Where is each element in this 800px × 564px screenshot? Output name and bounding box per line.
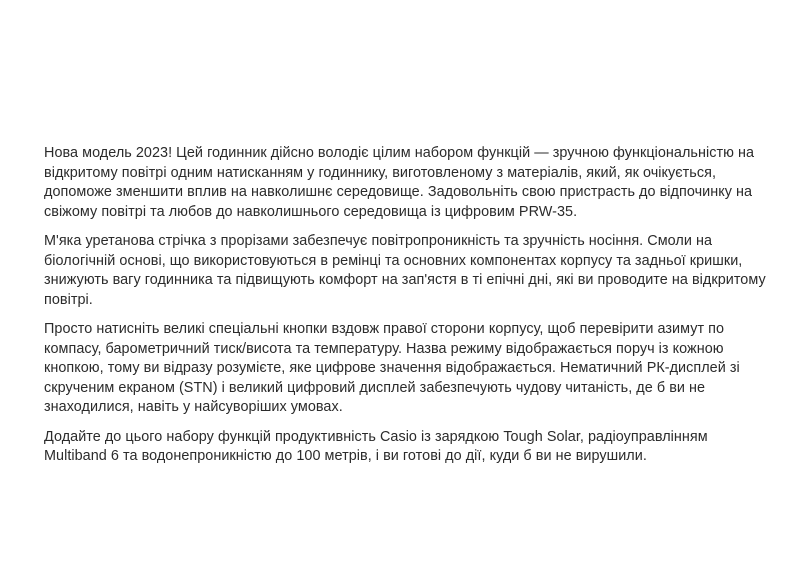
description-paragraph-3: Просто натисніть великі спеціальні кнопки вздовж правої сторони корпусу, щоб перевірити азимут по компасу, барометричний тиск/висота та температуру. Назва режиму відображається поруч із кожною кнопкою, тому ви відразу розумієте, яке цифрове значення відображається. Нематичний РК-дисплей зі скрученим екраном (STN) і великий цифровий дисплей забезпечують чудову читаність, де б ви не знаходилися, навіть у найсуворіших умовах. xyxy=(44,321,740,415)
product-description xyxy=(44,144,768,477)
description-paragraph-1: Нова модель 2023! Цей годинник дійсно володіє цілим набором функцій — зручною функціональністю на відкритому повітрі одним натисканням у годиннику, виготовленому з матеріалів, який, як очікується, допоможе зменшити вплив на навколишнє середовище. Задовольніть свою пристрасть до відпочинку на свіжому повітрі та любов до навколишнього середовища із цифровим PRW-35. xyxy=(44,145,755,220)
description-paragraph-2: М'яка уретанова стрічка з прорізами забезпечує повітропроникність та зручність носіння. Смоли на біологічній основі, що використовуються в ремінці та основних компонентах корпусу та задньої кришки, знижують вагу годинника та підвищують комфорт на зап'ястя в ті епічні дні, які ви проводите на відкритому повітрі. xyxy=(44,233,766,308)
description-paragraph-4: Додайте до цього набору функцій продуктивність Casio із зарядкою Tough Solar, радіоуправлінням Multiband 6 та водонепроникністю до 100 метрів, і ви готові до дії, куди б ви не вирушили. xyxy=(44,428,708,464)
